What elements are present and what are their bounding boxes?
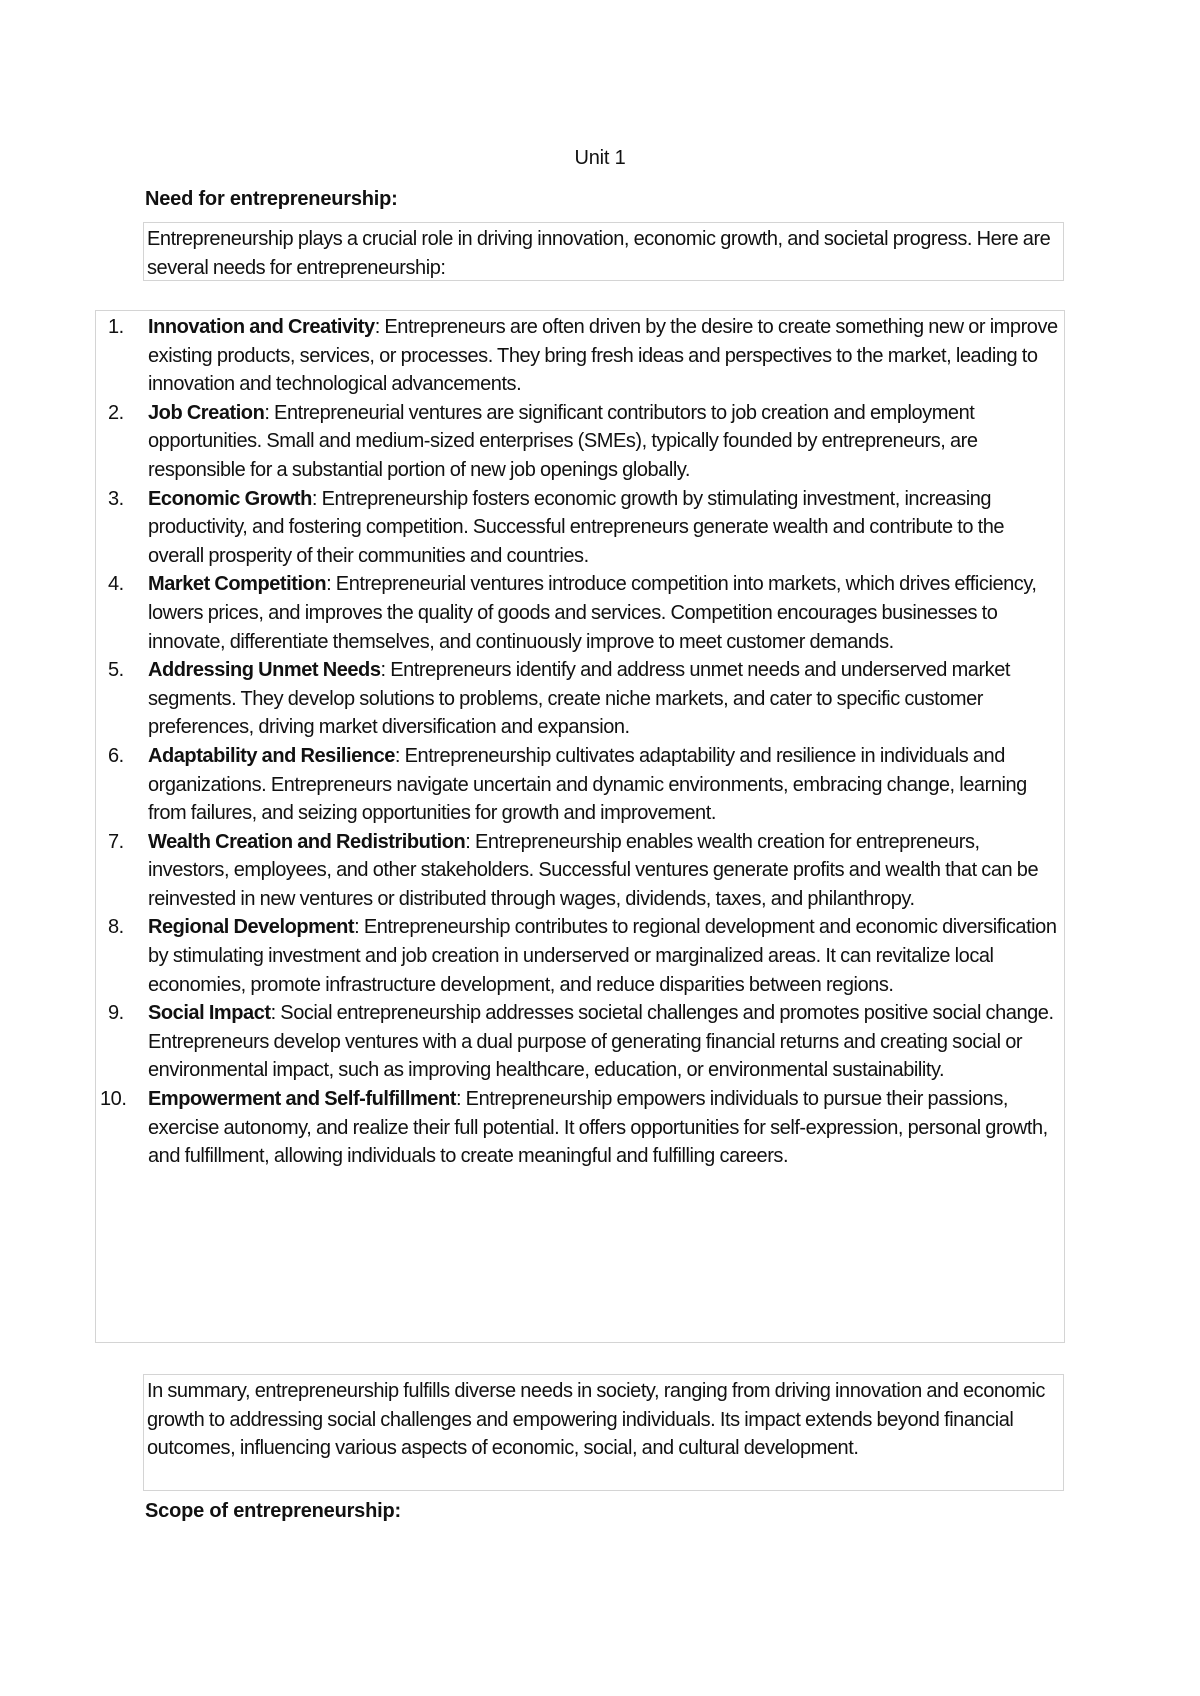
list-item-text: : Entrepreneurship contributes to regional development and economic diversification by stimulating investment and job creation in underserved or marginalized areas. It can revitalize local economies, promote infrastructure development, and reduce disparities between regions. <box>148 916 1057 996</box>
list-item <box>96 999 1064 1085</box>
list-item-text: : Entrepreneurship enables wealth creation for entrepreneurs, investors, employees, and other stakeholders. Successful ventures generate profits and wealth that can be reinvested in new ventures or distributed through wages, dividends, taxes, and philanthropy. <box>148 830 1039 910</box>
list-item <box>96 1085 1064 1171</box>
list-item-text: : Entrepreneurial ventures introduce competition into markets, which drives efficiency, lowers prices, and improves the quality of goods and services. Competition encourages businesses to innovate, differentiate themselves, and continuously improve to meet customer demands. <box>148 573 1037 653</box>
list-item-term: Adaptability and Resilience <box>148 744 395 767</box>
list-item-number: 8. <box>108 916 124 939</box>
list-item <box>96 742 1064 828</box>
list-item <box>96 828 1064 914</box>
list-item-number: 3. <box>108 487 124 510</box>
unit-title: Unit 1 <box>574 147 626 169</box>
list-item-term: Addressing Unmet Needs <box>148 659 381 682</box>
list-item-term: Economic Growth <box>148 487 312 510</box>
list-item-text: : Entrepreneurial ventures are significant contributors to job creation and employment opportunities. Small and medium-sized enterprises (SMEs), typically founded by entrepreneurs, are responsible for a substantial portion of new job openings globally. <box>148 401 978 481</box>
list-item <box>96 656 1064 742</box>
list-item-number: 5. <box>108 659 124 682</box>
intro-paragraph: Entrepreneurship plays a crucial role in driving innovation, economic growth, and societal progress. Here are several needs for entrepreneurship: <box>143 222 1064 281</box>
list-item-text: : Entrepreneurship fosters economic growth by stimulating investment, increasing productivity, and fostering competition. Successful entrepreneurs generate wealth and contribute to the overall prosperity of their communities and countries. <box>148 487 1005 567</box>
list-item-number: 7. <box>108 830 124 853</box>
list-item <box>96 313 1064 399</box>
list-item <box>96 570 1064 656</box>
list-item-text: : Entrepreneurs identify and address unmet needs and underserved market segments. They develop solutions to problems, create niche markets, and cater to specific customer preferences, driving market diversification and expansion. <box>148 659 1010 739</box>
list-item-term: Job Creation <box>148 401 265 424</box>
list-item <box>96 485 1064 571</box>
needs-list <box>96 313 1064 1171</box>
list-item-number: 1. <box>108 316 124 338</box>
list-item-term: Wealth Creation and Redistribution <box>148 830 466 853</box>
list-item-text: : Social entrepreneurship addresses societal challenges and promotes positive social change. Entrepreneurs develop ventures with a dual purpose of generating financial returns and creating social or environmental impact, such as improving healthcare, education, or environmental sustainability. <box>148 1002 1054 1082</box>
list-item <box>96 913 1064 999</box>
list-item-number: 4. <box>108 573 124 596</box>
list-item-term: Innovation and Creativity <box>148 316 375 338</box>
list-item-term: Regional Development <box>148 916 355 939</box>
list-item-text: : Entrepreneurship empowers individuals to pursue their passions, exercise autonomy, and realize their full potential. It offers opportunities for self-expression, personal growth, and fulfillment, allowing individuals to create meaningful and fulfilling careers. <box>148 1088 1048 1168</box>
list-item-term: Empowerment and Self-fulfillment <box>148 1088 456 1111</box>
heading-need-for-entrepreneurship: Need for entrepreneurship: <box>145 188 398 210</box>
list-item-number: 6. <box>108 744 124 767</box>
list-item-number: 10. <box>100 1088 127 1111</box>
list-item-term: Social Impact <box>148 1002 271 1025</box>
list-item-number: 2. <box>108 401 124 424</box>
list-item-number: 9. <box>108 1002 124 1025</box>
summary-paragraph: In summary, entrepreneurship fulfills diverse needs in society, ranging from driving innovation and economic growth to addressing social challenges and empowering individuals. Its impact extends beyond financial outcomes, influencing various aspects of economic, social, and cultural development. <box>143 1374 1064 1491</box>
list-item <box>96 399 1064 485</box>
list-item-text: : Entrepreneurs are often driven by the desire to create something new or improve existing products, services, or processes. They bring fresh ideas and perspectives to the market, leading to innovation and technological advancements. <box>148 316 1058 396</box>
needs-list-box <box>95 310 1065 1343</box>
list-item-term: Market Competition <box>148 573 327 596</box>
heading-scope-of-entrepreneurship: Scope of entrepreneurship: <box>145 1500 401 1522</box>
list-item-text: : Entrepreneurship cultivates adaptability and resilience in individuals and organizations. Entrepreneurs navigate uncertain and dynamic environments, embracing change, learning from failures, and seizing opportunities for growth and improvement. <box>148 744 1027 825</box>
